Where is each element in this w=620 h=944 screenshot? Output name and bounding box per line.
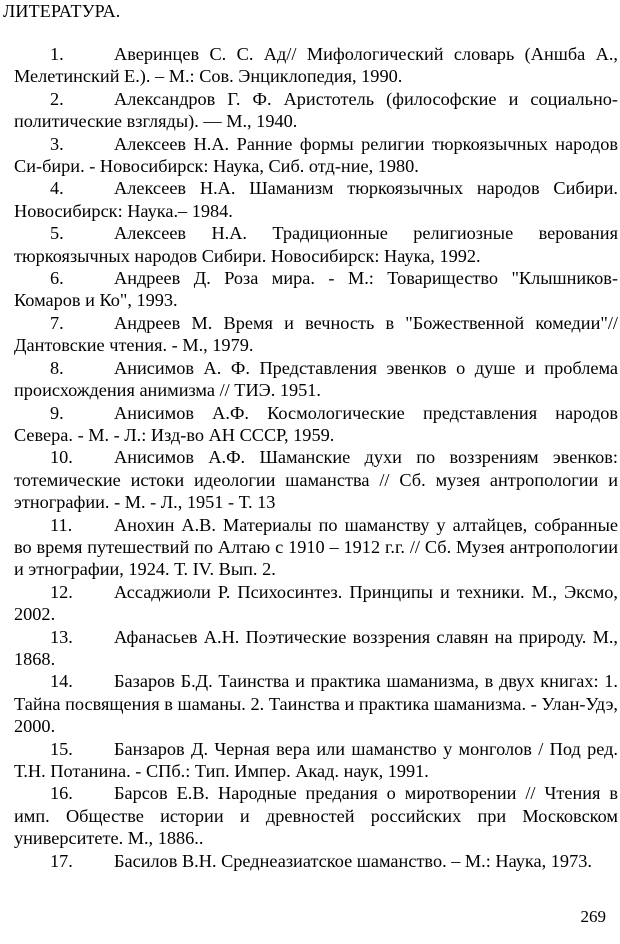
reference-text: Базаров Б.Д. Таинства и практика шаманизма, в двух книгах: 1. Тайна посвящения в шаманы. 2. Таинства и практика шаманизма. - Улан-Удэ, 2000. (14, 671, 618, 737)
reference-list (14, 43, 618, 872)
reference-item (14, 133, 618, 178)
reference-text: Алексеев Н.А. Шаманизм тюркоязычных народов Сибири. Новосибирск: Наука.– 1984. (14, 178, 618, 221)
reference-item (14, 177, 618, 222)
reference-number: 13. (50, 626, 73, 647)
reference-text: Андреев Д. Роза мира. - М.: Товарищество "Клышников-Комаров и Ко", 1993. (14, 268, 618, 311)
reference-text: Афанасьев А.Н. Поэтические воззрения славян на природу. М., 1868. (14, 626, 618, 669)
reference-text: Басилов В.Н. Среднеазиатское шаманство. – М.: Наука, 1973. (114, 850, 592, 871)
reference-text: Банзаров Д. Черная вера или шаманство у монголов / Под ред. Т.Н. Потанина. - СПб.: Тип. Импер. Акад. наук, 1991. (14, 738, 618, 781)
reference-item (14, 738, 618, 783)
reference-number: 14. (50, 671, 73, 692)
reference-text: Анисимов А. Ф. Представления эвенков о душе и проблема происхождения анимизма // ТИЭ. 1951. (14, 357, 618, 401)
reference-text: Алексеев Н.А. Ранние формы религии тюркоязычных народов Си-бири. - Новосибирск: Наука, Сиб. отд-ние, 1980. (14, 133, 618, 177)
reference-item (14, 446, 618, 513)
reference-item (14, 267, 618, 312)
reference-item (14, 357, 618, 402)
reference-number: 9. (50, 402, 64, 423)
reference-item (14, 88, 618, 133)
reference-number: 3. (50, 133, 64, 154)
reference-item (14, 43, 618, 88)
reference-text: Ассаджиоли Р. Психосинтез. Принципы и техники. М., Эксмо, 2002. (14, 581, 618, 625)
reference-number: 10. (50, 447, 73, 468)
reference-item (14, 402, 618, 447)
reference-number: 4. (50, 178, 64, 199)
reference-text: Аверинцев С. С. Ад// Мифологический словарь (Аншба А., Мелетинский Е.). – М.: Сов. Энциклопедия, 1990. (14, 44, 618, 87)
reference-item (14, 222, 618, 267)
reference-number: 5. (50, 223, 64, 244)
reference-number: 17. (50, 850, 73, 871)
reference-text: Александров Г. Ф. Аристотель (философские и социально-политические взгляды). — М., 1940. (14, 88, 618, 132)
reference-number: 8. (50, 357, 64, 378)
reference-text: Анисимов А.Ф. Космологические представления народов Севера. - М. - Л.: Изд-во АН СССР, 1959. (14, 402, 618, 445)
reference-number: 6. (50, 268, 64, 289)
reference-text: Барсов Е.В. Народные предания о миротворении // Чтения в имп. Обществе истории и древностей российских при Московском университете. М., 1886.. (14, 783, 618, 849)
reference-number: 2. (50, 88, 64, 109)
reference-item (14, 782, 618, 849)
reference-number: 1. (50, 44, 64, 64)
reference-text: Андреев М. Время и вечность в "Божественной комедии"// Дантовские чтения. - М., 1979. (14, 312, 618, 356)
reference-number: 16. (50, 783, 73, 804)
reference-number: 11. (50, 514, 73, 535)
reference-number: 15. (50, 738, 73, 759)
reference-item (14, 850, 618, 872)
reference-item (14, 581, 618, 626)
reference-item (14, 514, 618, 581)
reference-text: Алексеев Н.А. Традиционные религиозные верования тюркоязычных народов Сибири. Новосибирск: Наука, 1992. (14, 223, 618, 266)
reference-text: Анисимов А.Ф. Шаманские духи по воззрениям эвенков: тотемические истоки идеологии шаманства // Сб. музея антропологии и этнографии. - М. - Л., 1951 - Т. 13 (14, 447, 618, 513)
reference-item (14, 670, 618, 737)
reference-item (14, 312, 618, 357)
section-heading: ЛИТЕРАТУРА. (3, 1, 121, 21)
page-number: 269 (580, 907, 606, 926)
reference-number: 7. (50, 312, 64, 333)
reference-item (14, 626, 618, 671)
reference-text: Анохин А.В. Материалы по шаманству у алтайцев, собранные во время путешествий по Алтаю с 1910 – 1912 г.г. // Сб. Музея антропологии и этнографии, 1924. Т. IV. Вып. 2. (14, 514, 618, 580)
reference-number: 12. (50, 581, 73, 602)
